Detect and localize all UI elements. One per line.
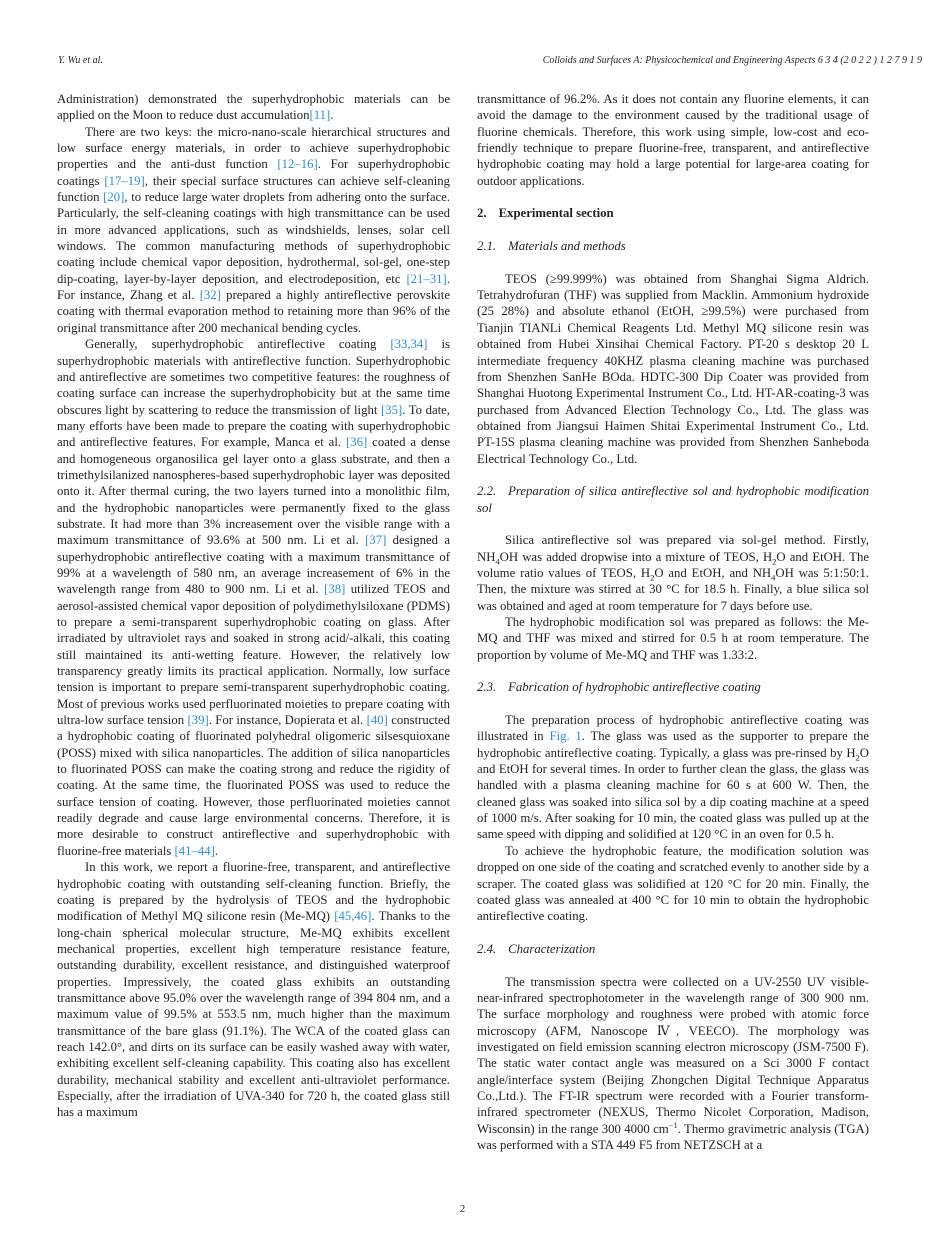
subsection-title: Characterization [508,941,596,956]
subsection-number: 2.4. [477,941,497,956]
citation-link[interactable]: [11] [309,108,331,123]
citation-link[interactable]: [17–19] [104,173,145,188]
citation-link[interactable]: [41–44] [174,843,215,858]
paragraph: To achieve the hydrophobic feature, the modification solution was dropped on one side of the coating and scratched evenly to another side by a scraper. The coated glass was solidified at 120 °C for 20 min. Finally, the coated glass was annealed at 400 °C for 10 min to obtain the hydrophobic antireflective coating. [477,843,869,924]
paragraph: In this work, we report a fluorine-free, transparent, and antireflective hydrophobic coating with outstanding self-cleaning function. Briefly, the coating is prepared by the hydrolysis of TEOS and the hydrophobic modification of Methyl MQ silicone resin (Me-MQ) [45,46]. Thanks to the long-chain spherical molecular structure, Me-MQ exhibits excellent mechanical properties, excellent high temperature resistance feature, outstanding durability, excellent resistance, and distinguished waterproof properties. Impressively, the coated glass exhibits an outstanding transmittance above 95.0% over the wavelength range of 394 804 nm, and a maximum value of 99.5% at 553.5 nm, much higher than the maximum transmittance of the bare glass (91.1%). The WCA of the coated glass can reach 142.0°, and dirts on its surface can be easily washed away with water, exhibiting excellent self-cleaning capability. This coating also has excellent durability, mechanical stability and excellent anti-ultraviolet performance. Especially, after the irradiation of UVA-340 for 720 h, the coated glass still has a maximum [57,860,450,1120]
citation-link[interactable]: [12–16] [277,157,318,172]
section-number: 2. [477,206,487,221]
subsection-title: Materials and methods [508,239,626,254]
superscript: −1 [668,1119,678,1130]
section-heading [477,205,869,221]
subsection-title: Preparation of silica antireflective sol and hydrophobic modification sol [477,484,869,515]
citation-link[interactable]: [35] [380,402,403,417]
paragraph: Silica antireflective sol was prepared via sol-gel method. Firstly, $NH_4OH$ was added dropwise into a mixture of TEOS, $H_2O$ and EtOH. The volume ratio values of TEOS, $H_2O$ and EtOH, and $NH_4OH$ was 5:1:50:1. Then, the mixture was stirred at 30 °C for 18.5 h. Finally, a blue silica sol was obtained and aged at room temperature for 7 days before use. [477,533,870,613]
subsection-heading [477,238,869,254]
section-title: Experimental section [498,206,614,221]
subsection-number: 2.3. [477,680,497,695]
subsection-number: 2.1. [477,239,497,254]
subsection-number: 2.2. [477,484,497,499]
subscript: 2 [772,556,777,567]
subsection-title: Fabrication of hydrophobic antireflective coating [508,680,761,695]
paragraph: Generally, superhydrophobic antireflective coating [33,34] is superhydrophobic materials with antireflective function. Superhydrophobic and antireflective are sometimes two competitive features: the roughness of coating surface can increase the superhydrophobicity but at the same time obscures light by scattering to reduce the transmission of light [35]. To date, many efforts have been made to prepare the coating with superhydrophobic and antireflective features. For example, Manca et al. [36] coated a dense and homogeneous organosilica gel layer onto a glass substrate, and then a trimethylsilanized nanospheres-based superhydrophobic layer was deposited onto it. After thermal curing, the two layers turned into a monolithic film, and the hydrophobic nanoparticles were permanently fixed to the glass substrate. It had more than 3% increasement over the visible range with a maximum transmittance of 93.6% at 500 nm. Li et al. [37] designed a superhydrophobic antireflective coating with a maximum transmittance of 99% at a wavelength of 580 nm, an average increasement of 6% in the wavelength range from 480 to 900 nm. Li et al. [38] utilized TEOS and aerosol-assisted chemical vapor deposition of polydimethylsiloxane (PDMS) to prepare a semi-transparent superhydrophobic coating on glass. After irradiated by ultraviolet rays and soaked in strong acid/-alkali, this coating still maintained its anti-wetting feature. However, the relatively low transparency greatly limits its practical application. Normally, low surface tension is important to prepare semi-transparent superhydrophobic coating. Most of previous works used perfluorinated moieties to prepare coating with ultra-low surface tension [39]. For instance, Dopierata et al. [40] constructed a hydrophobic coating of fluorinated polyhedral oligomeric silsesquioxane (POSS) mixed with silica nanoparticles. The addition of silica nanoparticles to fluorinated POSS can make the coating strong and reduce the rigidity of coating. At the same time, the fluorinated POSS was used to reduce the surface tension of coating. However, those perfluorinated moieties cannot readily degrade and cause large environmental concerns. Therefore, it is more desirable to construct antireflective and superhydrophobic with fluorine-free materials [41–44]. [57,337,451,858]
subsection-heading [477,941,869,957]
paragraph: The transmission spectra were collected on a UV-2550 UV visible-near-infrared spectrophotometer in the wavelength range of 300 900 nm. The surface morphology and roughness were probed with atomic force microscopy (AFM, Nanoscope Ⅳ, VEECO). The morphology was investigated on field emission scanning electron microscopy (JSM-7500 F). The static water contact angle was measured on a Sci 3000 F contact angle/interface system (Beijing Zhongchen Digital Technique Apparatus Co.,Ltd.). The FT-IR spectrum were recorded with a Fourier transform-infrared spectrometer (NEXUS, Thermo Nicolet Corporation, Madison, Wisconsin) in the range 300 4000 $cm^{-1}$. Thermo gravimetric analysis (TGA) was performed with a STA 449 F5 from NETZSCH at a [477,974,869,1152]
citation-link[interactable]: [39] [187,713,209,728]
citation-link[interactable]: [36] [346,435,368,450]
paragraph: transmittance of 96.2%. As it does not contain any fluorine elements, it can avoid the damage to the environment caused by the traditional usage of fluorine chemicals. Therefore, this work using simple, low-cost and eco-friendly technique to prepare fluorine-free, transparent, and antireflective hydrophobic coating may hold a large potential for large-area coating for outdoor applications. [477,92,869,188]
right-column [477,91,869,1153]
subscript: 4 [771,572,776,583]
citation-link[interactable]: [37] [365,533,387,548]
paragraph: There are two keys: the micro-nano-scale hierarchical structures and low surface energy materials, in order to achieve superhydrophobic properties and the anti-dust function [12–16]. For superhydrophobic coatings [17–19], their special surface structures can achieve self-cleaning function [20], to reduce large water droplets from adhering onto the surface. Particularly, the self-cleaning coatings with high transmittance can be used in more advanced applications, such as windshields, lenses, solar cell windows. The common manufacturing methods of superhydrophobic coating include chemical vapor deposition, hydrothermal, sol-gel, one-step dip-coating, layer-by-layer deposition, and electrodeposition, etc [21–31]. For instance, Zhang et al. [32] prepared a highly antireflective perovskite coating with thermal evaporation method to retaining more than 96% of the original transmittance after 200 mechanical bending cycles. [57,124,451,335]
citation-link[interactable]: [40] [366,713,388,728]
citation-link[interactable]: [20] [103,190,125,205]
subscript: 4 [495,556,500,567]
paragraph: TEOS (≥99.999%) was obtained from Shanghai Sigma Aldrich. Tetrahydrofuran (THF) was supplied from Macklin. Ammonium hydroxide (25 28%) and absolute ethanol (EtOH, ≥99.5%) were purchased from Tianjin TIANLi Chemical Reagents Ltd. Methyl MQ silicone resin was obtained from Hubei Xinsihai Chemical Factory. PT-20 s desktop 20 L intermediate frequency 40KHZ plasma cleaning machine was purchased from Shenzhen SanHe BOda. HDTC-300 Dip Coater was provided from Shanghai Huotong Experimental Instrument Co., Ltd. HT-AR-coating-3 was purchased from Advanced Election Technology Co., Ltd. The glass was obtained from Jiangsui Haimen Shitai Experimental Instrument Co., Ltd. PT-15S plasma cleaning machine was provided from Shenzhen Sanheboda Electrical Technology Co., Ltd. [477,271,869,466]
page-number: 2 [459,1203,466,1215]
subsection-heading [477,483,869,516]
citation-link[interactable]: [38] [324,582,346,597]
subscript: 2 [650,572,655,583]
subsection-heading [477,679,869,695]
citation-link[interactable]: [33,34] [390,337,428,352]
citation-link[interactable]: Fig. 1 [549,729,582,744]
paragraph: Administration) demonstrated the superhydrophobic materials can be applied on the Moon to reduce dust accumulation[11]. [57,92,450,123]
subscript: 2 [855,752,860,763]
running-header-authors: Y. Wu et al. [58,55,103,66]
paragraph: The hydrophobic modification sol was prepared as follows: the Me-MQ and THF was mixed and stirred for 0.5 h at room temperature. The proportion by volume of Me-MQ and THF was 1.33:2. [477,615,869,662]
citation-link[interactable]: [45,46] [334,909,372,924]
paragraph: The preparation process of hydrophobic antireflective coating was illustrated in Fig. 1. The glass was used as the supporter to prepare the hydrophobic antireflective coating. Typically, a glass was pre-rinsed by $H_2O$ and EtOH for several times. In order to further clean the glass, the glass was handled with a plasma cleaning machine for 60 s at 600 W. Then, the cleaned glass was soaked into silica sol by a dip coating machine at a speed of 1000 m/s. After soaking for 10 min, the coated glass was pulled up at the same speed with dipping and solidified at 120 °C in an oven for 0.5 h. [477,713,870,842]
citation-link[interactable]: [32] [199,288,221,303]
left-column [57,91,450,1121]
citation-link[interactable]: [21–31] [406,271,447,286]
running-header-journal: Colloids and Surfaces A: Physicochemical and Engineering Aspects 6 3 4 (2 0 2 2 ) 1 2 7 9 1 9 [542,55,922,66]
